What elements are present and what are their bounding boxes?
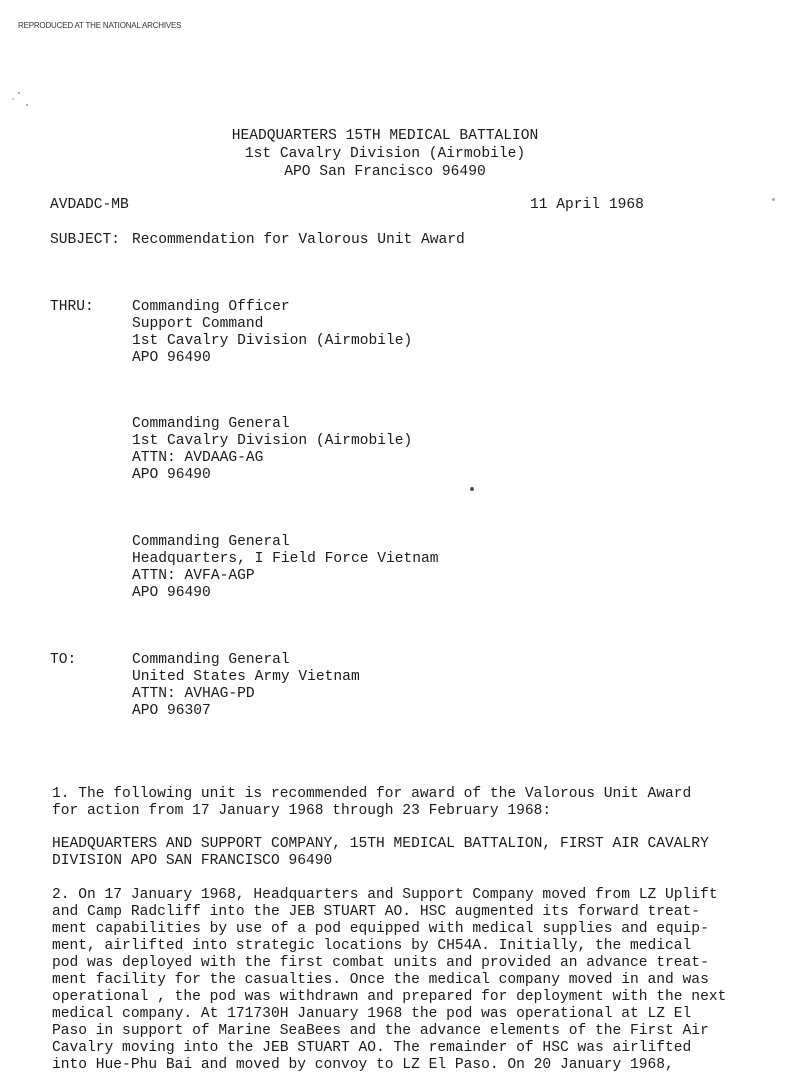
thru-label: THRU: [50, 299, 94, 315]
to-label: TO: [50, 652, 77, 668]
office-symbol: AVDADC-MB [50, 197, 129, 213]
paragraph-line: for action from 17 January 1968 through 23 February 1968: [52, 803, 552, 819]
scan-speck [12, 98, 14, 100]
paragraph-2 [52, 887, 726, 1074]
paragraph-line: Cavalry moving into the JEB STUART AO. The remainder of HSC was airlifted [52, 1040, 692, 1056]
scan-speck [470, 487, 474, 491]
unit-designation [52, 836, 709, 870]
subject-label: SUBJECT: [50, 232, 121, 248]
paragraph-line: ment facility for the casualties. Once the medical company moved in and was [52, 972, 709, 988]
paragraph-line: Paso in support of Marine SeaBees and the advance elements of the First Air [52, 1023, 709, 1039]
paragraph-line: DIVISION APO SAN FRANCISCO 96490 [52, 853, 333, 869]
address-line: Commanding Officer [132, 299, 290, 315]
paragraph-line: pod was deployed with the first combat units and provided an advance treat- [52, 955, 709, 971]
paragraph-line: and Camp Radcliff into the JEB STUART AO. HSC augmented its forward treat- [52, 904, 701, 920]
paragraph-line: 2. On 17 January 1968, Headquarters and Support Company moved from LZ Uplift [52, 887, 718, 903]
address-line: 1st Cavalry Division (Airmobile) [132, 433, 413, 449]
scan-speck [772, 198, 775, 201]
paragraph-line: ment capabilities by use of a pod equipped with medical supplies and equip- [52, 921, 709, 937]
scan-speck [18, 92, 20, 94]
paragraph-line: 1. The following unit is recommended for award of the Valorous Unit Award [52, 786, 692, 802]
address-line: APO 96490 [132, 350, 211, 366]
paragraph-1 [52, 786, 691, 820]
address-line: Headquarters, I Field Force Vietnam [132, 551, 439, 567]
header-apo: APO San Francisco 96490 [284, 164, 486, 180]
subject-text: Recommendation for Valorous Unit Award [132, 232, 465, 248]
address-line: ATTN: AVHAG-PD [132, 686, 255, 702]
address-line: APO 96490 [132, 585, 211, 601]
address-line: Support Command [132, 316, 264, 332]
scan-speck [26, 104, 28, 106]
letter-date: 11 April 1968 [530, 197, 644, 213]
archives-stamp: REPRODUCED AT THE NATIONAL ARCHIVES [18, 21, 182, 30]
address-line: United States Army Vietnam [132, 669, 360, 685]
address-line: Commanding General [132, 652, 290, 668]
address-line: Commanding General [132, 416, 290, 432]
paragraph-line: medical company. At 171730H January 1968 the pod was operational at LZ El [52, 1006, 692, 1022]
address-line: ATTN: AVDAAG-AG [132, 450, 264, 466]
address-line: APO 96307 [132, 703, 211, 719]
header-unit: HEADQUARTERS 15TH MEDICAL BATTALION [231, 128, 539, 144]
header-division: 1st Cavalry Division (Airmobile) [244, 146, 526, 162]
address-line: Commanding General [132, 534, 290, 550]
paragraph-line: into Hue-Phu Bai and moved by convoy to LZ El Paso. On 20 January 1968, [52, 1057, 674, 1073]
paragraph-line: ment, airlifted into strategic locations by CH54A. Initially, the medical [52, 938, 692, 954]
paragraph-line: HEADQUARTERS AND SUPPORT COMPANY, 15TH MEDICAL BATTALION, FIRST AIR CAVALRY [52, 836, 709, 852]
address-line: APO 96490 [132, 467, 211, 483]
address-line: 1st Cavalry Division (Airmobile) [132, 333, 413, 349]
paragraph-line: operational , the pod was withdrawn and prepared for deployment with the next [52, 989, 727, 1005]
address-line: ATTN: AVFA-AGP [132, 568, 255, 584]
